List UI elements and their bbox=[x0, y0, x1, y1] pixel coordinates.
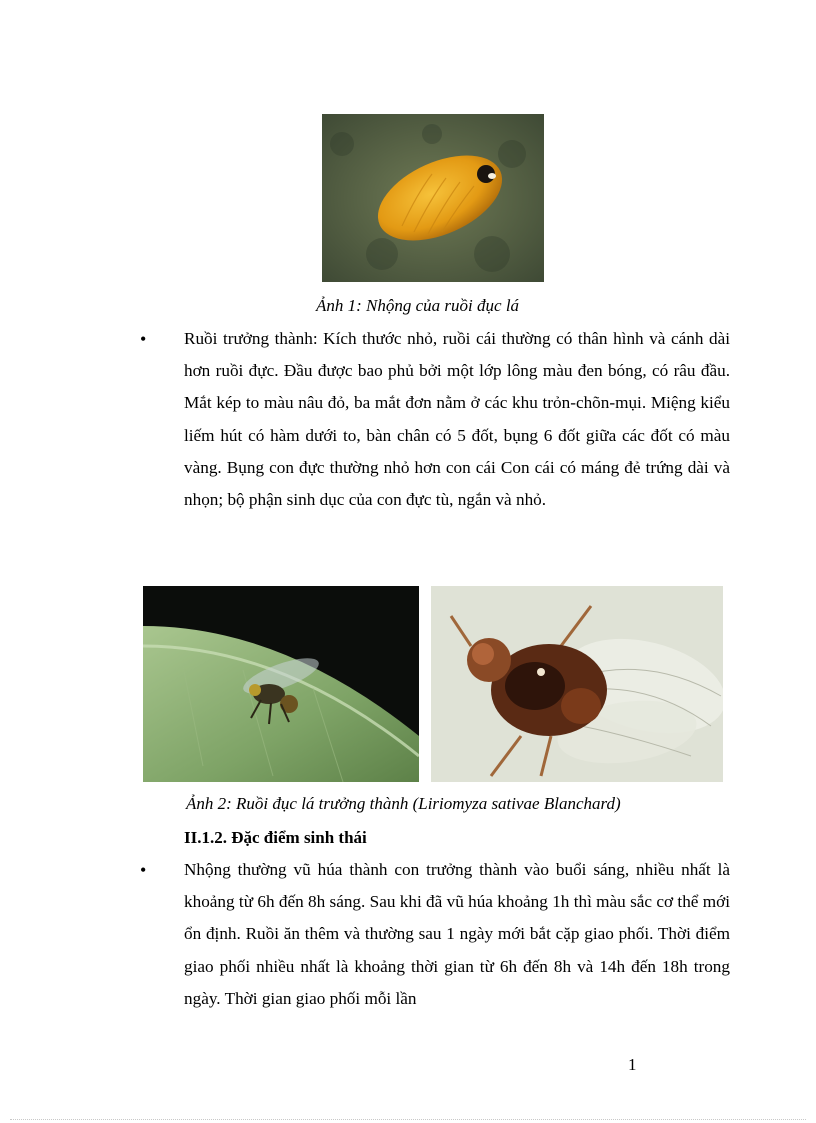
adult-on-leaf-illustration bbox=[143, 586, 419, 782]
bullet-2: • bbox=[140, 860, 147, 880]
section-heading: II.1.2. Đặc điểm sinh thái bbox=[184, 828, 367, 847]
adult-description-paragraph: Ruồi trưởng thành: Kích thước nhỏ, ruồi cái thường có thân hình và cánh dài hơn ruồi đực. Đầu được bao phủ bởi một lớp lông màu đen bóng, có râu đầu. Mắt kép to màu nâu đỏ, ba mắt đơn nằm ở các khu trỏn-chõn-mụi. Miệng kiểu liếm hút có hàm dưới to, bàn chân có 5 đốt, bụng 6 đốt giữa các đốt có màu vàng. Bụng con đực thường nhỏ hơn con cái Con cái có máng đẻ trứng dài và nhọn; bộ phận sinh dục của con đực tù, ngắn và nhỏ. bbox=[184, 329, 730, 510]
pupa-illustration bbox=[322, 114, 544, 282]
pupa-photo bbox=[322, 114, 544, 282]
page-number: 1 bbox=[628, 1055, 637, 1074]
adult-closeup-illustration bbox=[431, 586, 723, 782]
adult-closeup-photo bbox=[431, 586, 723, 782]
ecology-paragraph: Nhộng thường vũ húa thành con trưởng thành vào buổi sáng, nhiều nhất là khoảng từ 6h đến 8h sáng. Sau khi đã vũ húa khoảng 1h thì màu sắc cơ thể mới ổn định. Ruồi ăn thêm và thường sau 1 ngày mới bắt cặp giao phối. Thời điểm giao phối nhiều nhất là khoảng thời gian từ 6h đến 8h và 14h đến 18h trong ngày. Thời gian giao phối mỗi lần bbox=[184, 860, 730, 1008]
bullet-1: • bbox=[140, 329, 147, 349]
figure-2-caption: Ảnh 2: Ruồi đục lá trưởng thành (Liriomyza sativae Blanchard) bbox=[186, 794, 621, 813]
adult-on-leaf-photo bbox=[143, 586, 419, 782]
page-bottom-border bbox=[10, 1119, 806, 1120]
figure-1-caption: Ảnh 1: Nhộng của ruồi đục lá bbox=[316, 296, 520, 315]
